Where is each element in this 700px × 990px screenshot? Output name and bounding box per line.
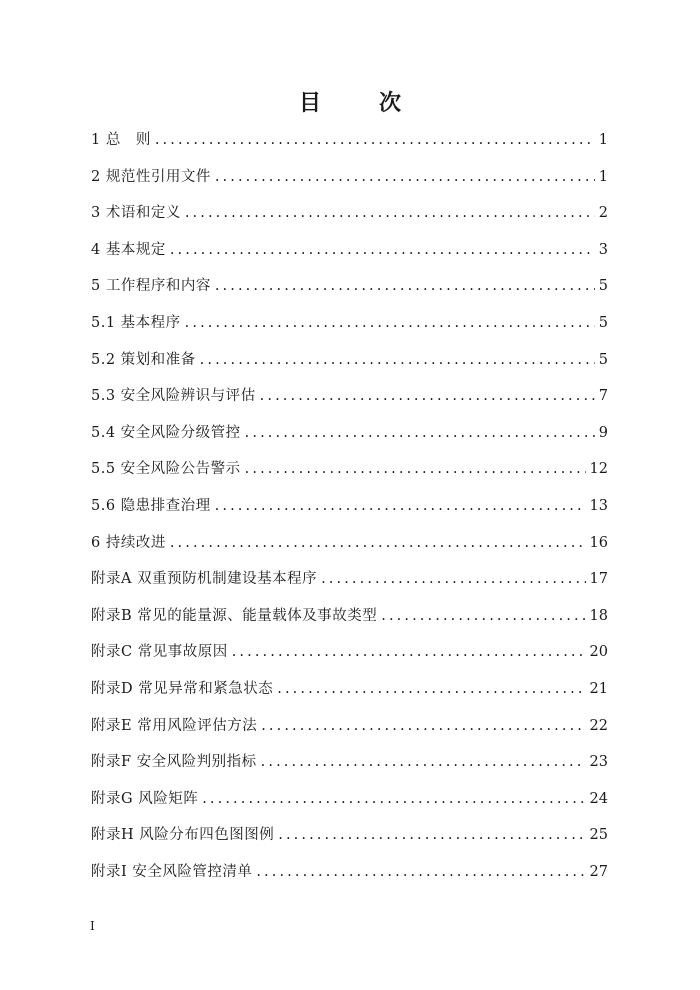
toc-entry-page: 1 (598, 168, 608, 185)
table-of-contents (91, 125, 608, 893)
toc-leader-dots (256, 857, 585, 887)
toc-entry-page: 1 (598, 132, 608, 148)
toc-leader-dots (245, 418, 595, 448)
toc-leader-dots (261, 711, 585, 741)
toc-leader-dots (261, 747, 586, 777)
toc-entry-label: 附录C 常见事故原因 (91, 644, 228, 661)
toc-entry-page: 5 (598, 278, 608, 295)
toc-entry[interactable] (91, 857, 608, 894)
toc-entry-label: 5.2 策划和准备 (91, 351, 196, 368)
toc-entry[interactable] (91, 198, 608, 235)
toc-entry-label: 4 基本规定 (91, 241, 166, 258)
toc-entry[interactable] (91, 784, 608, 821)
toc-entry-page: 16 (589, 534, 608, 551)
toc-leader-dots (155, 125, 595, 155)
toc-entry-label: 5.5 安全风险公告警示 (91, 461, 241, 478)
toc-entry[interactable] (91, 564, 608, 601)
toc-leader-dots (215, 491, 586, 521)
toc-leader-dots (200, 345, 595, 375)
toc-leader-dots (277, 674, 585, 704)
toc-entry-page: 13 (589, 497, 608, 514)
toc-leader-dots (170, 528, 586, 558)
toc-entry-label: 1 总 则 (91, 132, 151, 148)
toc-entry[interactable] (91, 711, 608, 748)
toc-entry-label: 附录D 常见异常和紧急状态 (91, 680, 274, 697)
toc-entry-label: 6 持续改进 (91, 534, 166, 551)
toc-entry-label: 5.4 安全风险分级管控 (91, 424, 241, 441)
toc-leader-dots (245, 454, 586, 484)
toc-entry-page: 23 (589, 754, 608, 771)
toc-entry[interactable] (91, 637, 608, 674)
toc-entry[interactable] (91, 454, 608, 491)
toc-leader-dots (381, 601, 585, 631)
toc-entry-label: 附录E 常用风险评估方法 (91, 717, 258, 734)
page-number: I (90, 919, 95, 933)
toc-entry-page: 7 (598, 388, 608, 405)
toc-entry-label: 附录A 双重预防机制建设基本程序 (91, 571, 318, 588)
toc-entry[interactable] (91, 125, 608, 162)
toc-leader-dots (185, 198, 595, 228)
toc-entry-page: 2 (598, 205, 608, 222)
toc-leader-dots (170, 235, 595, 265)
toc-leader-dots (202, 784, 585, 814)
page-title: 目 次 (298, 90, 419, 116)
toc-entry[interactable] (91, 747, 608, 784)
toc-entry-label: 2 规范性引用文件 (91, 168, 211, 185)
toc-leader-dots (321, 564, 585, 594)
toc-entry-label: 附录I 安全风险管控清单 (91, 863, 253, 880)
toc-leader-dots (232, 637, 586, 667)
toc-entry[interactable] (91, 235, 608, 272)
toc-entry-page: 21 (589, 680, 608, 697)
toc-entry-label: 5.3 安全风险辨识与评估 (91, 388, 256, 405)
toc-entry-page: 27 (589, 863, 608, 880)
toc-entry[interactable] (91, 308, 608, 345)
toc-entry-page: 20 (589, 644, 608, 661)
toc-entry-page: 3 (598, 241, 608, 258)
toc-entry-page: 12 (589, 461, 608, 478)
toc-entry[interactable] (91, 491, 608, 528)
toc-entry-label: 5.1 基本程序 (91, 314, 181, 331)
toc-leader-dots (260, 381, 595, 411)
toc-entry[interactable] (91, 271, 608, 308)
toc-entry-label: 附录G 风险矩阵 (91, 790, 199, 807)
toc-entry[interactable] (91, 162, 608, 199)
toc-leader-dots (185, 308, 595, 338)
toc-entry[interactable] (91, 820, 608, 857)
toc-entry[interactable] (91, 345, 608, 382)
toc-entry-label: 3 术语和定义 (91, 205, 181, 222)
toc-entry-page: 22 (589, 717, 608, 734)
toc-entry-page: 18 (589, 607, 608, 624)
toc-entry[interactable] (91, 528, 608, 565)
toc-entry-page: 25 (589, 827, 608, 844)
toc-entry-page: 5 (598, 314, 608, 331)
toc-leader-dots (215, 162, 595, 192)
toc-entry-label: 附录H 风险分布四色图图例 (91, 827, 275, 844)
toc-entry-label: 附录B 常见的能量源、能量载体及事故类型 (91, 607, 378, 624)
toc-leader-dots (278, 820, 585, 850)
toc-entry-page: 5 (598, 351, 608, 368)
toc-entry-page: 9 (598, 424, 608, 441)
toc-entry-label: 5 工作程序和内容 (91, 278, 211, 295)
toc-entry[interactable] (91, 418, 608, 455)
toc-entry-page: 17 (589, 571, 608, 588)
toc-entry-page: 24 (589, 790, 608, 807)
toc-entry[interactable] (91, 381, 608, 418)
toc-entry-label: 附录F 安全风险判别指标 (91, 754, 257, 771)
toc-leader-dots (215, 271, 595, 301)
toc-entry[interactable] (91, 674, 608, 711)
toc-entry-label: 5.6 隐患排查治理 (91, 497, 211, 514)
toc-entry[interactable] (91, 601, 608, 638)
